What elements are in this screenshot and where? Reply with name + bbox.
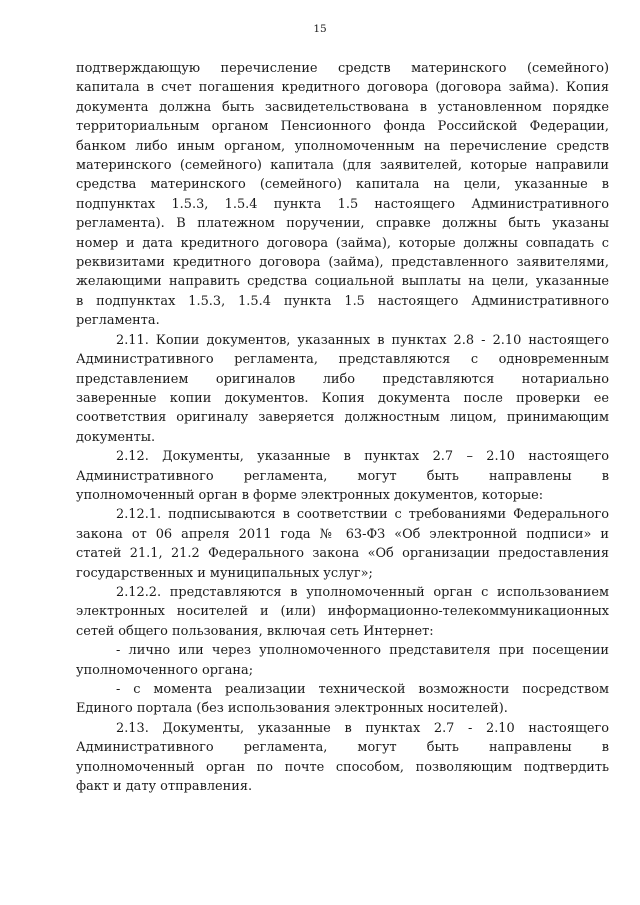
text-line: - с момента реализации технической возможности посредством <box>116 682 609 697</box>
paragraph <box>76 719 609 797</box>
text-line: сетей общего пользования, включая сеть Интернет: <box>76 623 434 639</box>
text-line: территориальным органом Пенсионного фонда Российской Федерации, <box>76 119 609 135</box>
text-line: регламента. <box>76 313 160 329</box>
text-line: подтверждающую перечисление средств материнского (семейного) <box>76 61 609 76</box>
text-line: подпунктах 1.5.3, 1.5.4 пункта 1.5 настоящего Административного <box>76 196 609 212</box>
text-line: факт и дату отправления. <box>76 779 253 795</box>
paragraph <box>76 583 609 641</box>
text-line: статей 21.1, 21.2 Федерального закона «Об организации предоставления <box>76 546 609 562</box>
page-number: 15 <box>313 23 327 35</box>
text-line: банком либо иным органом, уполномоченным на перечисление средств <box>76 138 609 154</box>
paragraph <box>76 641 609 680</box>
paragraph <box>76 59 609 331</box>
text-line: заверенные копии документов. Копия документа после проверки ее <box>76 390 609 406</box>
paragraph <box>76 447 609 505</box>
text-line: 2.12.1. подписываются в соответствии с требованиями Федерального <box>116 507 609 523</box>
text-line: желающими направить средства социальной выплаты на цели, указанные <box>76 274 609 290</box>
paragraph <box>76 680 609 719</box>
text-line: 2.13. Документы, указанные в пунктах 2.7 - 2.10 настоящего <box>116 720 609 736</box>
text-line: в подпунктах 1.5.3, 1.5.4 пункта 1.5 настоящего Административного <box>76 293 609 309</box>
paragraph <box>76 331 609 447</box>
text-line: документы. <box>76 429 156 445</box>
text-line: реквизитами кредитного договора (займа), представленного заявителями, <box>76 255 609 271</box>
text-line: капитала в счет погашения кредитного договора (договора займа). Копия <box>76 80 609 96</box>
text-line: электронных носителей и (или) информационно-телекоммуникационных <box>76 604 609 620</box>
text-line: 2.12.2. представляются в уполномоченный орган с использованием <box>116 584 609 600</box>
text-line: Административного регламента, представляются с одновременным <box>76 352 609 368</box>
paragraph <box>76 505 609 583</box>
text-line: - лично или через уполномоченного представителя при посещении <box>116 643 609 659</box>
text-line: Единого портала (без использования электронных носителей). <box>76 701 508 717</box>
text-line: номер и дата кредитного договора (займа), которые должны совпадать с <box>76 235 609 251</box>
text-line: закона от 06 апреля 2011 года № 63-ФЗ «Об электронной подписи» и <box>76 526 609 542</box>
text-line: материнского (семейного) капитала (для заявителей, которые направили <box>76 158 609 174</box>
text-line: соответствия оригиналу заверяется должностным лицом, принимающим <box>76 410 609 426</box>
text-line: представлением оригиналов либо представляются нотариально <box>76 371 609 387</box>
document-body <box>76 59 609 796</box>
text-line: средства материнского (семейного) капитала на цели, указанные в <box>76 177 609 193</box>
text-line: 2.11. Копии документов, указанных в пунктах 2.8 - 2.10 настоящего <box>116 332 609 348</box>
text-line: уполномоченный орган в форме электронных документов, которые: <box>76 487 544 503</box>
text-line: уполномоченный орган по почте способом, позволяющим подтвердить <box>76 759 609 775</box>
text-line: документа должна быть засвидетельствована в установленном порядке <box>76 99 609 115</box>
text-line: государственных и муниципальных услуг»; <box>76 565 373 581</box>
text-line: уполномоченного органа; <box>76 662 254 678</box>
text-line: 2.12. Документы, указанные в пунктах 2.7 – 2.10 настоящего <box>116 449 609 465</box>
text-line: Административного регламента, могут быть направлены в <box>76 468 609 484</box>
text-line: Административного регламента, могут быть направлены в <box>76 740 609 756</box>
text-line: регламента). В платежном поручении, справке должны быть указаны <box>76 216 609 232</box>
